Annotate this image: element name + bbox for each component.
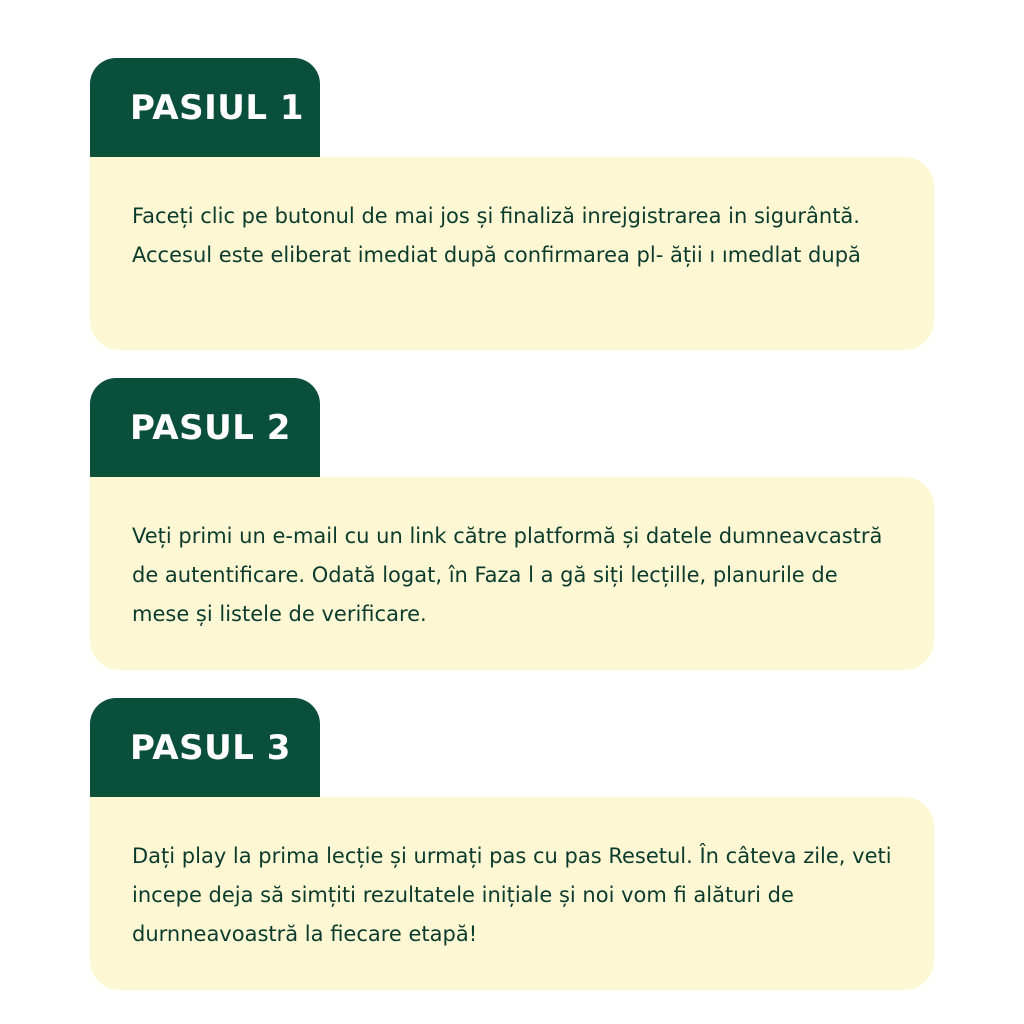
step-3-header-tab bbox=[90, 698, 320, 797]
step-2-description: Veți primi un e-mail cu un link către platformă și datele dumneavcastră de autentificare. Odată logat, în Faza l a gă siți lecțille, planurile de mese și listele de verificare. bbox=[132, 524, 883, 626]
step-2-card bbox=[90, 477, 934, 670]
step-1-card bbox=[90, 157, 934, 350]
step-1-description: Faceți clic pe butonul de mai jos și finaliză inrejgistrarea in sigurântă. Accesul este eliberat imediat după confirmarea pl- ății ı ımedlat după bbox=[132, 204, 861, 267]
step-2-header-tab bbox=[90, 378, 320, 477]
step-3-card bbox=[90, 797, 934, 990]
step-1-header-tab bbox=[90, 58, 320, 157]
step-3-title: PASUL 3 bbox=[130, 728, 291, 768]
step-2-title: PASUL 2 bbox=[130, 408, 291, 448]
step-1-title: PASIUL 1 bbox=[130, 88, 305, 128]
step-3-description: Dați play la prima lecție și urmați pas cu pas Resetul. În câteva zile, veti incepe deja să simțiti rezultatele inițiale și noi vom fi alături de durnneavoastră la fiecare etapă! bbox=[132, 844, 892, 946]
